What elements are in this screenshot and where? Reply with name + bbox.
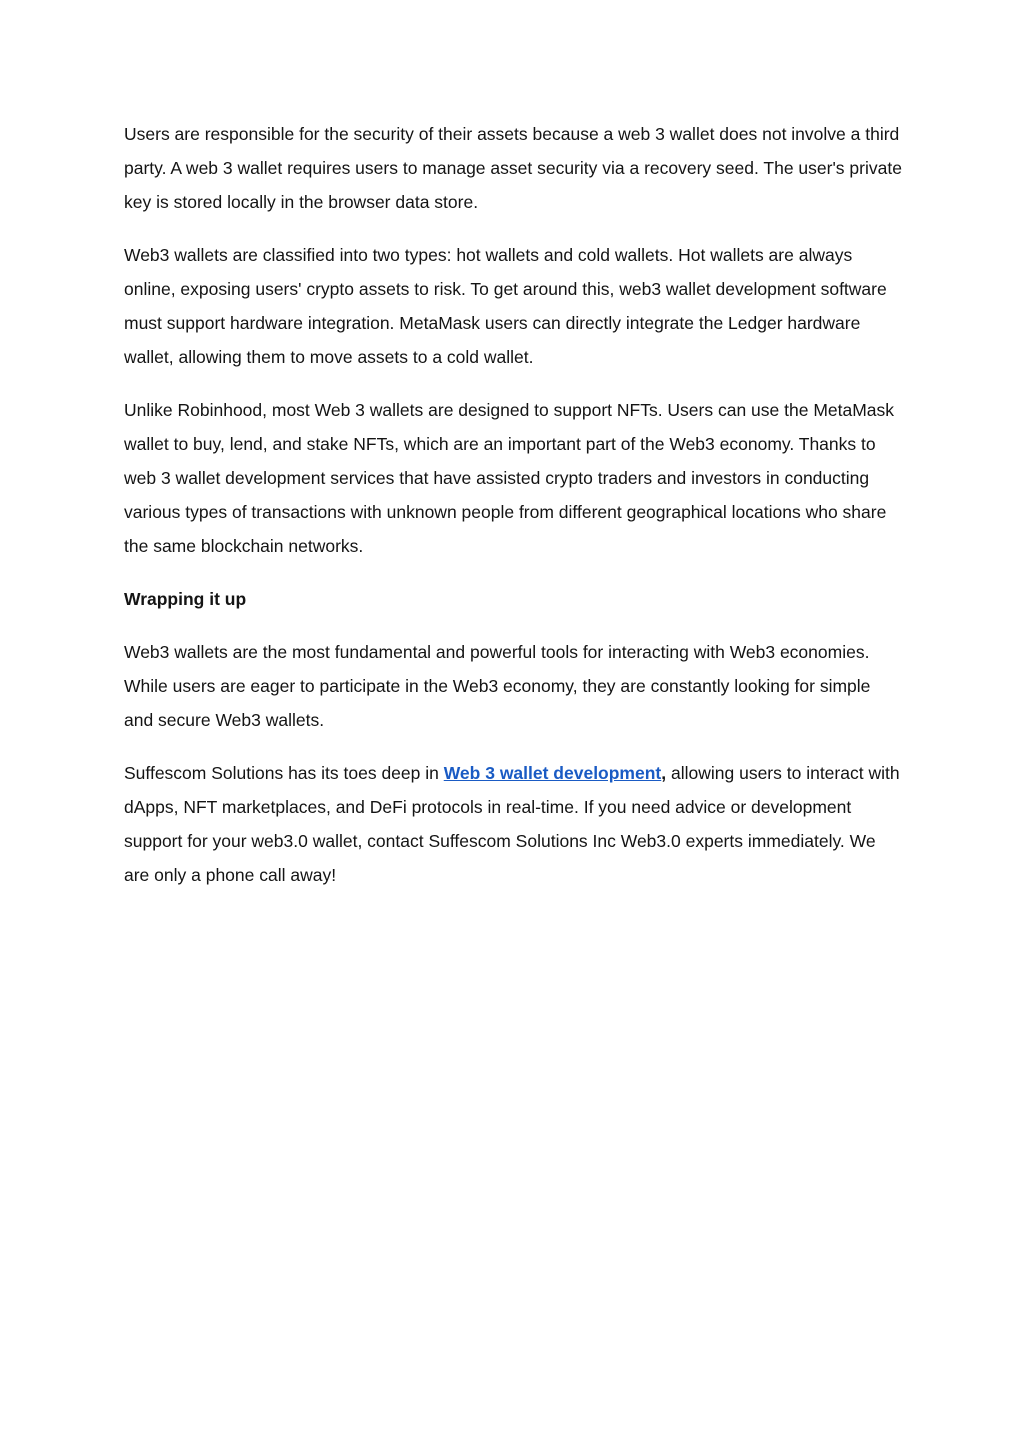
document-page	[124, 117, 904, 911]
paragraph-final	[124, 756, 904, 892]
web3-wallet-development-link[interactable]: Web 3 wallet development	[443, 763, 662, 783]
final-comma: ,	[661, 763, 667, 783]
section-heading: Wrapping it up	[124, 589, 247, 609]
paragraph-nft-support: Unlike Robinhood, most Web 3 wallets are designed to support NFTs. Users can use the MetaMask wallet to buy, lend, and stake NFTs, which are an important part of the Web3 economy. Thanks to web 3 wallet development services that have assisted crypto traders and investors in conducting various types of transactions with unknown people from different geographical locations who share the same blockchain networks.	[124, 400, 895, 556]
paragraph-wallet-types: Web3 wallets are classified into two types: hot wallets and cold wallets. Hot wallets are always online, exposing users' crypto assets to risk. To get around this, web3 wallet development software must support hardware integration. MetaMask users can directly integrate the Ledger hardware wallet, allowing them to move assets to a cold wallet.	[124, 245, 887, 367]
final-prefix-text: Suffescom Solutions has its toes deep in	[124, 763, 444, 783]
paragraph-security: Users are responsible for the security of their assets because a web 3 wallet does not involve a third party. A web 3 wallet requires users to manage asset security via a recovery seed. The user's private key is stored locally in the browser data store.	[124, 124, 902, 212]
final-suffix-text: allowing users to interact with dApps, NFT marketplaces, and DeFi protocols in real-time. If you need advice or development support for your web3.0 wallet, contact Suffescom Solutions Inc Web3.0 experts immediately. We are only a phone call away!	[124, 763, 900, 885]
paragraph-conclusion: Web3 wallets are the most fundamental and powerful tools for interacting with Web3 economies. While users are eager to participate in the Web3 economy, they are constantly looking for simple and secure Web3 wallets.	[124, 642, 871, 730]
